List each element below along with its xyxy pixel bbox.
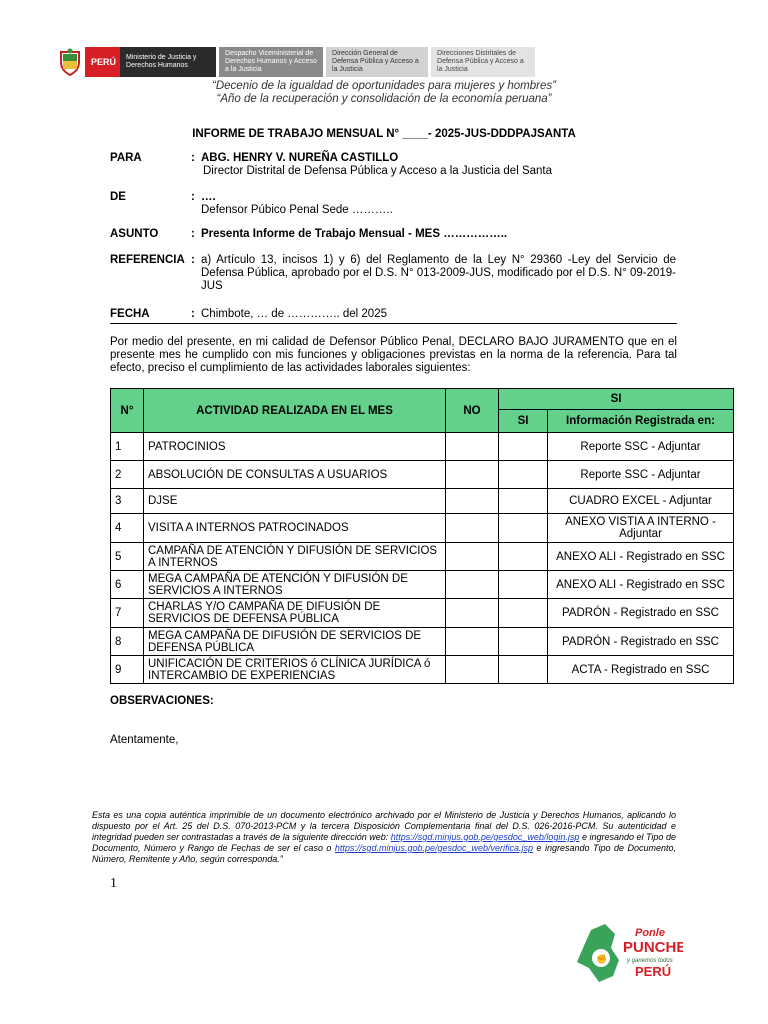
fecha-value: Chimbote, … de ………….. del 2025: [201, 308, 387, 320]
activities-table: [110, 388, 734, 684]
row-info: PADRÓN - Registrado en SSC: [548, 599, 734, 628]
row-no-cell[interactable]: [446, 514, 499, 543]
row-si-cell[interactable]: [499, 571, 548, 599]
row-activity: UNIFICACIÓN DE CRITERIOS ó CLÍNICA JURÍDICA ó INTERCAMBIO DE EXPERIENCIAS: [144, 656, 446, 684]
row-info: Reporte SSC - Adjuntar: [548, 433, 734, 461]
logo-line-4: PERÚ: [635, 964, 672, 979]
row-si-cell[interactable]: [499, 543, 548, 571]
row-number: 5: [111, 543, 144, 571]
row-activity: VISITA A INTERNOS PATROCINADOS: [144, 514, 446, 543]
row-number: 4: [111, 514, 144, 543]
row-no-cell[interactable]: [446, 489, 499, 514]
referencia-colon: :: [191, 254, 195, 266]
svg-text:✊: ✊: [596, 954, 608, 964]
row-activity: PATROCINIOS: [144, 433, 446, 461]
motto-line-1: “Decenio de la igualdad de oportunidades para mujeres y hombres”: [212, 80, 556, 92]
row-info: Reporte SSC - Adjuntar: [548, 461, 734, 489]
row-number: 6: [111, 571, 144, 599]
de-name: ….: [201, 191, 216, 203]
col-header-si-group: SI: [499, 389, 734, 410]
row-no-cell[interactable]: [446, 461, 499, 489]
table-row: [111, 656, 734, 684]
row-number: 9: [111, 656, 144, 684]
asunto-colon: :: [191, 228, 195, 240]
coat-of-arms-icon: [55, 47, 85, 77]
observaciones-label: OBSERVACIONES:: [110, 695, 214, 707]
motto-line-2: “Año de la recuperación y consolidación de la economía peruana”: [216, 93, 552, 105]
row-si-cell[interactable]: [499, 433, 548, 461]
row-si-cell[interactable]: [499, 461, 548, 489]
row-number: 2: [111, 461, 144, 489]
asunto-value: Presenta Informe de Trabajo Mensual - MES ……………..: [201, 228, 508, 240]
para-name: ABG. HENRY V. NUREÑA CASTILLO: [201, 152, 399, 164]
asunto-label: ASUNTO: [110, 228, 159, 240]
row-no-cell[interactable]: [446, 433, 499, 461]
col-header-activity: ACTIVIDAD REALIZADA EN EL MES: [144, 389, 446, 433]
row-activity: DJSE: [144, 489, 446, 514]
referencia-value: a) Artículo 13, incisos 1) y 6) del Reglamento de la Ley N° 29360 -Ley del Servicio de Defensa Pública, aprobado por el D.S. N° 013-2009-JUS, modificado por el D.S. N° 09-2019-JUS: [201, 254, 676, 292]
de-role: Defensor Púbico Penal Sede ………..: [201, 204, 393, 216]
row-no-cell[interactable]: [446, 599, 499, 628]
table-row: [111, 433, 734, 461]
col-header-number: N°: [111, 389, 144, 433]
row-si-cell[interactable]: [499, 628, 548, 656]
row-info: ACTA - Registrado en SSC: [548, 656, 734, 684]
ministry-header: [55, 47, 535, 77]
row-info: PADRÓN - Registrado en SSC: [548, 628, 734, 656]
row-number: 7: [111, 599, 144, 628]
fecha-label: FECHA: [110, 308, 150, 320]
ministry-block: Ministerio de Justicia y Derechos Humanos: [120, 47, 216, 77]
de-colon: :: [191, 191, 195, 203]
verify-link[interactable]: https://sgd.minjus.gob.pe/gesdoc_web/verifica.jsp: [334, 843, 534, 853]
row-info: ANEXO ALI - Registrado en SSC: [548, 543, 734, 571]
row-si-cell[interactable]: [499, 656, 548, 684]
row-info: ANEXO ALI - Registrado en SSC: [548, 571, 734, 599]
row-activity: CHARLAS Y/O CAMPAÑA DE DIFUSIÓN DE SERVICIOS DE DEFENSA PÚBLICA: [144, 599, 446, 628]
row-activity: MEGA CAMPAÑA DE ATENCIÓN Y DIFUSIÓN DE SERVICIOS A INTERNOS: [144, 571, 446, 599]
closing-text: Atentamente,: [110, 734, 179, 746]
table-row: [111, 628, 734, 656]
page-number: 1: [110, 876, 117, 891]
row-number: 3: [111, 489, 144, 514]
logo-line-1: Ponle: [635, 927, 665, 939]
referencia-label: REFERENCIA: [110, 254, 185, 266]
document-title: INFORME DE TRABAJO MENSUAL N° ____- 2025-JUS-DDDPAJSANTA: [192, 128, 576, 140]
fecha-colon: :: [191, 308, 195, 320]
note-text-1: Esta es una copia auténtica imprimible de un documento electrónico archivado por el Ministerio de Justicia y Derechos Humanos, aplicando lo dispuesto por el Art. 25 del D.S. 070-2013-PCM y la tercera Disposición Complementaria final del D.S. 026-2016-PCM. Su autenticidad e integridad pueden ser contrastadas a través de la siguiente dirección web:: [92, 810, 676, 842]
note-text-2: e ingresando el Tipo de Documento, Número y Rango de Fechas de ser el caso o: [92, 832, 676, 853]
authenticity-note: [92, 810, 676, 865]
row-activity: CAMPAÑA DE ATENCIÓN Y DIFUSIÓN DE SERVICIOS A INTERNOS: [144, 543, 446, 571]
col-header-no: NO: [446, 389, 499, 433]
table-row: [111, 599, 734, 628]
col-header-si: SI: [499, 410, 548, 433]
row-no-cell[interactable]: [446, 543, 499, 571]
intro-paragraph: Por medio del presente, en mi calidad de Defensor Público Penal, DECLARO BAJO JURAMENTO que en el presente mes he cumplido con mis funciones y obligaciones previstas en la norma de la referencia. Para tal efecto, preciso el cumplimiento de las actividades laborales siguientes:: [110, 336, 677, 374]
table-row: [111, 489, 734, 514]
logo-line-2: PUNCHE: [623, 939, 683, 956]
col-header-info: Información Registrada en:: [548, 410, 734, 433]
table-row: [111, 514, 734, 543]
para-role: Director Distrital de Defensa Pública y Acceso a la Justicia del Santa: [203, 165, 552, 177]
de-label: DE: [110, 191, 126, 203]
note-text-3: e ingresando Tipo de Documento, Número, Remitente y Año, según corresponda.”: [92, 843, 676, 864]
row-si-cell[interactable]: [499, 599, 548, 628]
row-activity: ABSOLUCIÓN DE CONSULTAS A USUARIOS: [144, 461, 446, 489]
table-row: [111, 543, 734, 571]
row-info: CUADRO EXCEL - Adjuntar: [548, 489, 734, 514]
row-number: 1: [111, 433, 144, 461]
row-no-cell[interactable]: [446, 628, 499, 656]
para-label: PARA: [110, 152, 142, 164]
viceministry-block: Despacho Viceministerial de Derechos Humanos y Acceso a la Justicia: [219, 47, 323, 77]
row-number: 8: [111, 628, 144, 656]
para-colon: :: [191, 152, 195, 164]
table-row: [111, 571, 734, 599]
header-divider: [110, 323, 677, 324]
row-activity: MEGA CAMPAÑA DE DIFUSIÓN DE SERVICIOS DE DEFENSA PÚBLICA: [144, 628, 446, 656]
row-si-cell[interactable]: [499, 514, 548, 543]
logo-line-3: y ganemos todos: [627, 958, 673, 964]
row-no-cell[interactable]: [446, 571, 499, 599]
login-link[interactable]: https://sgd.minjus.gob.pe/gesdoc_web/login.jsp: [390, 832, 580, 842]
row-info: ANEXO VISTIA A INTERNO - Adjuntar: [548, 514, 734, 543]
district-direction-block: Direcciones Distritales de Defensa Pública y Acceso a la Justicia: [431, 47, 535, 77]
row-no-cell[interactable]: [446, 656, 499, 684]
row-si-cell[interactable]: [499, 489, 548, 514]
table-row: [111, 461, 734, 489]
general-direction-block: Dirección General de Defensa Pública y Acceso a la Justicia: [326, 47, 428, 77]
peru-label: PERÚ: [85, 47, 120, 77]
ponle-punche-logo: [573, 922, 683, 986]
